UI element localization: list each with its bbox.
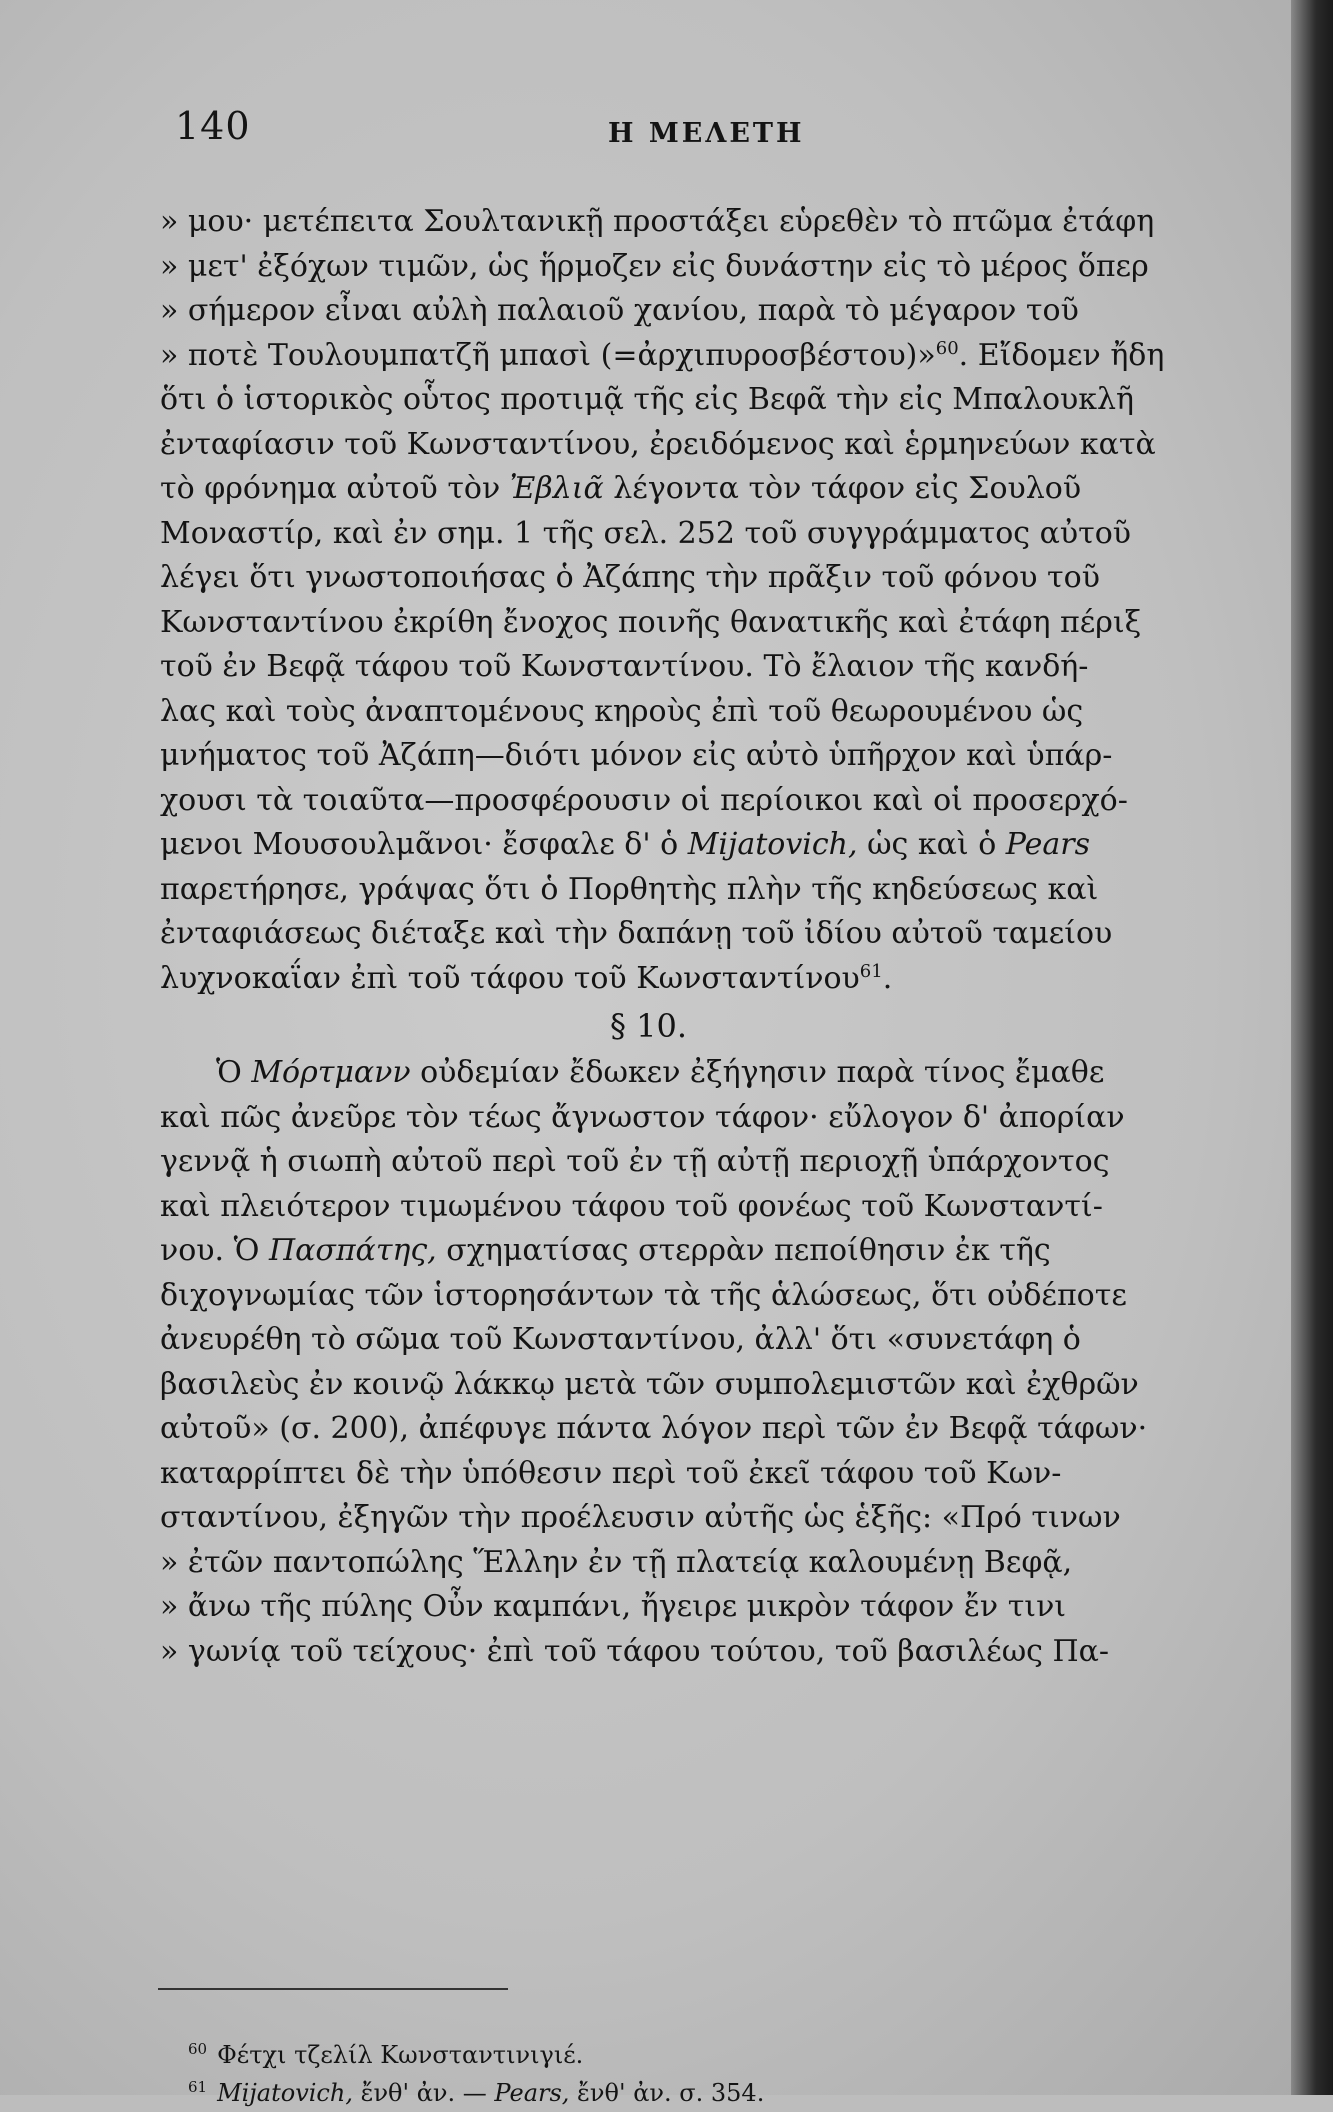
text-segment: βασιλεὺς ἐν κοινῷ λάκκῳ μετὰ τῶν συμπολεμιστῶν καὶ ἐχθρῶν xyxy=(160,1366,1139,1402)
text-segment: χουσι τὰ τοιαῦτα—προσφέρουσιν οἱ περίοικοι καὶ οἱ προσερχό- xyxy=(160,782,1128,818)
text-segment: » γωνίᾳ τοῦ τείχους· ἐπὶ τοῦ τάφου τούτου, τοῦ βασιλέως Πα- xyxy=(160,1633,1110,1669)
footnote-reference: 60 xyxy=(935,337,959,359)
text-segment: καὶ πῶς ἀνεῦρε τὸν τέως ἄγνωστον τάφον· εὔλογον δ' ἀπορίαν xyxy=(160,1099,1125,1135)
text-segment: γεννᾷ ἡ σιωπὴ αὐτοῦ περὶ τοῦ ἐν τῇ αὐτῇ περιοχῇ ὑπάρχοντος xyxy=(160,1144,1110,1179)
text-line xyxy=(160,734,1270,779)
text-segment: . xyxy=(882,960,893,996)
text-line xyxy=(160,1274,1270,1319)
text-segment: λας καὶ τοὺς ἀναπτομένους κηροὺς ἐπὶ τοῦ θεωρουμένου ὡς xyxy=(160,693,1084,729)
text-line xyxy=(160,200,1270,245)
text-line xyxy=(160,1585,1270,1630)
text-segment: » σήμερον εἶναι αὐλὴ παλαιοῦ χανίου, παρὰ τὸ μέγαρον τοῦ xyxy=(160,293,1079,328)
text-segment: Ὁ xyxy=(216,1055,252,1090)
text-segment: λέγοντα τὸν τάφον εἰς Σουλοῦ xyxy=(603,471,1082,506)
text-segment: τὸ φρόνημα αὐτοῦ τὸν xyxy=(160,471,510,506)
footnote-rule xyxy=(158,1988,508,1990)
text-line xyxy=(160,1229,1270,1274)
text-line xyxy=(160,467,1270,512)
text-line xyxy=(160,868,1270,913)
text-segment: τοῦ ἐν Βεφᾷ τάφου τοῦ Κωνσταντίνου. Τὸ ἔλαιον τῆς κανδή- xyxy=(160,649,1089,684)
text-segment: » μου· μετέπειτα Σουλτανικῇ προστάξει εὑρεθὲν τὸ πτῶμα ἐτάφη xyxy=(160,204,1155,239)
text-line xyxy=(160,1496,1270,1541)
text-line xyxy=(160,245,1270,290)
italic-text: Πασπάτης, xyxy=(268,1233,437,1268)
text-segment: » ἐτῶν παντοπώλης Ἕλλην ἐν τῇ πλατείᾳ καλουμένῃ Βεφᾷ, xyxy=(160,1544,1073,1580)
text-segment: § 10. xyxy=(610,1007,688,1045)
text-segment: διχογνωμίας τῶν ἱστορησάντων τὰ τῆς ἁλώσεως, ὅτι οὐδέποτε xyxy=(160,1277,1127,1313)
text-segment: παρετήρησε, γράψας ὅτι ὁ Πορθητὴς πλὴν τῆς κηδεύσεως καὶ xyxy=(160,871,1099,907)
text-segment: Φέτχι τζελίλ Κωνσταντινιγιέ. xyxy=(217,2041,584,2069)
body-text xyxy=(160,200,1270,1674)
italic-text: Μόρτμανν xyxy=(251,1055,411,1090)
text-line xyxy=(160,512,1270,557)
text-segment: ἀνευρέθη τὸ σῶμα τοῦ Κωνσταντίνου, ἀλλ' ὅτι «συνετάφη ὁ xyxy=(160,1322,1081,1357)
text-line xyxy=(160,1363,1270,1408)
text-segment: » ἄνω τῆς πύλης Οὖν καμπάνι, ἤγειρε μικρὸν τάφον ἔν τινι xyxy=(160,1589,1067,1624)
text-line xyxy=(160,779,1270,824)
text-line xyxy=(160,423,1270,468)
italic-text: Pears xyxy=(1005,827,1091,862)
footnote xyxy=(188,2036,1248,2074)
footnote-mark: 60 xyxy=(188,2040,208,2058)
text-line xyxy=(160,601,1270,646)
text-line xyxy=(160,378,1270,423)
section-heading xyxy=(160,1001,1270,1051)
text-line xyxy=(160,823,1270,868)
text-segment: αὐτοῦ» (σ. 200), ἀπέφυγε πάντα λόγον περὶ τῶν ἐν Βεφᾷ τάφων· xyxy=(160,1411,1148,1446)
text-segment: ἔνθ' ἀν. σ. 354. xyxy=(569,2079,765,2107)
text-segment: σχηματίσας στερρὰν πεποίθησιν ἐκ τῆς xyxy=(436,1233,1051,1268)
text-segment: ἐνταφίασιν τοῦ Κωνσταντίνου, ἐρειδόμενος καὶ ἑρμηνεύων κατὰ xyxy=(160,426,1156,462)
text-segment: καὶ πλειότερον τιμωμένου τάφου τοῦ φονέως τοῦ Κωνσταντί- xyxy=(160,1188,1103,1224)
footnote-mark: 61 xyxy=(188,2078,208,2096)
footnotes xyxy=(188,2036,1248,2112)
text-line xyxy=(160,289,1270,334)
italic-text: Mijatovich, xyxy=(687,827,858,862)
text-segment: λυχνοκαΐαν ἐπὶ τοῦ τάφου τοῦ Κωνσταντίνου xyxy=(160,960,860,996)
text-line xyxy=(160,645,1270,690)
text-segment: μενοι Μουσουλμᾶνοι· ἔσφαλε δ' ὁ xyxy=(160,827,688,862)
text-segment: » ποτὲ Τουλουμπατζῆ μπασὶ (=ἀρχιπυροσβέστου)» xyxy=(160,337,936,373)
text-segment: ἐνταφιάσεως διέταξε καὶ τὴν δαπάνῃ τοῦ ἰδίου αὐτοῦ ταμείου xyxy=(160,916,1113,951)
text-line xyxy=(160,1096,1270,1141)
text-segment: ὡς καὶ ὁ xyxy=(857,827,1006,862)
text-segment: ὅτι ὁ ἱστορικὸς οὗτος προτιμᾷ τῆς εἰς Βεφᾶ τὴν εἰς Μπαλουκλῆ xyxy=(160,382,1135,417)
text-line xyxy=(160,1051,1270,1096)
text-segment: καταρρίπτει δὲ τὴν ὑπόθεσιν περὶ τοῦ ἐκεῖ τάφου τοῦ Κων- xyxy=(160,1455,1062,1491)
text-line xyxy=(160,334,1270,379)
text-segment: Κωνσταντίνου ἐκρίθη ἔνοχος ποινῆς θανατικῆς καὶ ἐτάφη πέριξ xyxy=(160,604,1142,640)
text-line xyxy=(160,957,1270,1002)
text-line xyxy=(160,1185,1270,1230)
italic-text: Ἐβλιᾶ xyxy=(509,471,604,506)
text-line xyxy=(160,1318,1270,1363)
text-segment: » μετ' ἐξόχων τιμῶν, ὡς ἥρμοζεν εἰς δυνάστην εἰς τὸ μέρος ὅπερ xyxy=(160,248,1149,284)
text-line xyxy=(160,912,1270,957)
page-number: 140 xyxy=(175,104,251,148)
text-line xyxy=(160,690,1270,735)
text-line xyxy=(160,1541,1270,1586)
text-segment: . Εἴδομεν ἤδη xyxy=(958,337,1165,373)
book-spine-shadow xyxy=(1291,0,1333,2095)
text-line xyxy=(160,1140,1270,1185)
text-line xyxy=(160,1630,1270,1675)
text-segment: σταντίνου, ἐξηγῶν τὴν προέλευσιν αὐτῆς ὡς ἑξῆς: «Πρό τινων xyxy=(160,1500,1121,1535)
text-segment: λέγει ὅτι γνωστοποιήσας ὁ Ἀζάπης τὴν πρᾶξιν τοῦ φόνου τοῦ xyxy=(160,560,1100,595)
italic-text: Pears, xyxy=(494,2079,570,2107)
text-segment: νου. Ὁ xyxy=(160,1233,269,1268)
footnote xyxy=(188,2074,1248,2112)
text-segment: ἔνθ' ἀν. — xyxy=(352,2079,495,2107)
text-line xyxy=(160,556,1270,601)
text-segment: Μοναστίρ, καὶ ἐν σημ. 1 τῆς σελ. 252 τοῦ συγγράμματος αὐτοῦ xyxy=(160,515,1132,551)
text-segment: οὐδεμίαν ἔδωκεν ἐξήγησιν παρὰ τίνος ἔμαθε xyxy=(410,1055,1105,1090)
footnote-reference: 61 xyxy=(859,960,883,982)
text-segment: μνήματος τοῦ Ἀζάπη—διότι μόνον εἰς αὐτὸ ὑπῆρχον καὶ ὑπάρ- xyxy=(160,738,1113,773)
italic-text: Mijatovich, xyxy=(217,2079,353,2107)
running-title: Η ΜΕΛΕΤΗ xyxy=(608,118,805,149)
text-line xyxy=(160,1452,1270,1497)
text-line xyxy=(160,1407,1270,1452)
